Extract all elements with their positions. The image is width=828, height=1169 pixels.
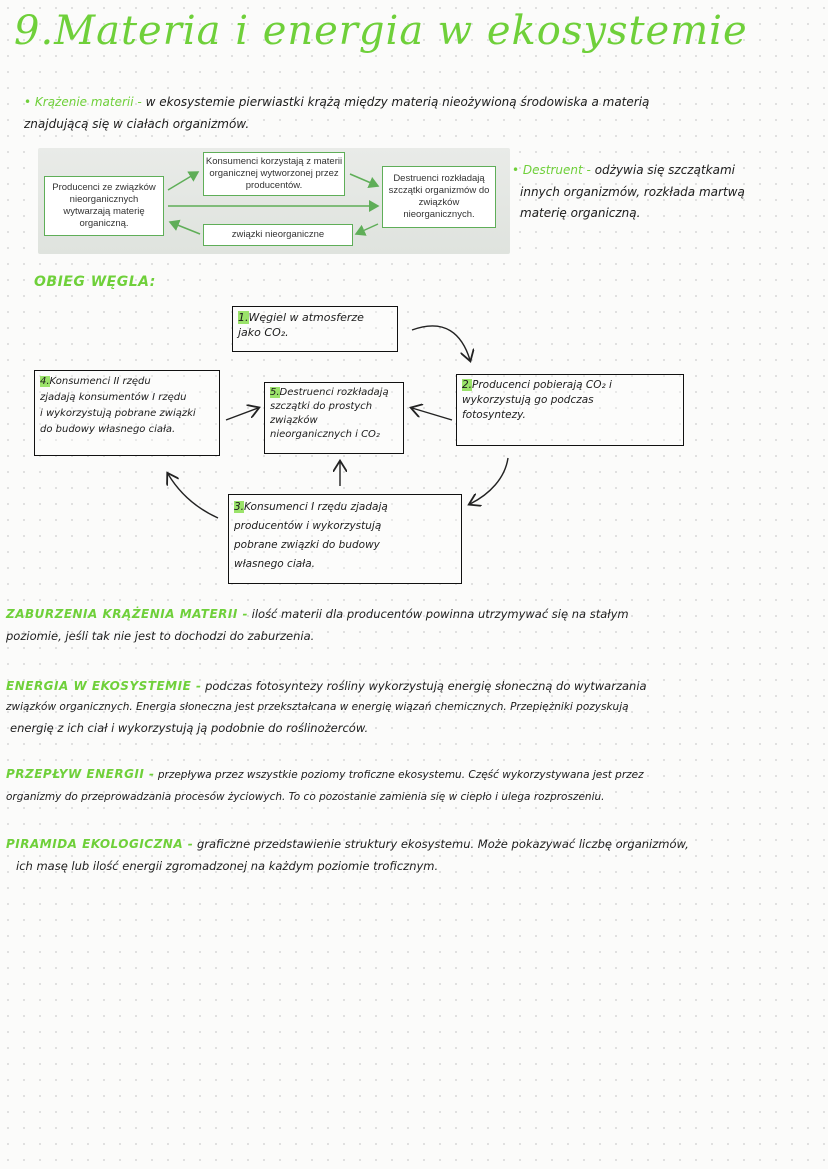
cycle-box-3-text-4: własnego ciała.: [234, 558, 315, 570]
cycle-box-4-text-1: Konsumenci II rzędu: [49, 376, 151, 387]
destruent-text-1: odżywia się szczątkami: [594, 163, 735, 177]
pyramid-heading: PIRAMIDA EKOLOGICZNA -: [6, 837, 194, 851]
disturbance-heading: ZABURZENIA KRĄŻENIA MATERII -: [6, 607, 248, 621]
cycle-box-5-text-2: szczątki do prostych: [270, 401, 373, 412]
cycle-box-2-text-2: wykorzystują go podczas: [462, 394, 594, 406]
diagram-producers: Producenci ze związków nieorganicznych wytwarzają materię organiczną.: [44, 176, 164, 236]
cycle-box-2-text-3: fotosyntezy.: [462, 409, 526, 421]
cycle-box-3-num: 3.: [234, 501, 245, 513]
energy-line-1: [6, 676, 647, 697]
circulation-line-2: znajdującą się w ciałach organizmów.: [24, 117, 250, 131]
energy-flow-heading: PRZEPŁYW ENERGII -: [6, 767, 155, 781]
diagram-inorganic: związki nieorganiczne: [203, 224, 353, 246]
energy-flow-line-1: [6, 764, 644, 786]
cycle-box-4-text-4: do budowy własnego ciała.: [40, 424, 176, 435]
destruent-line-2: innych organizmów, rozkłada martwą: [520, 185, 745, 199]
energy-heading: ENERGIA W EKOSYSTEMIE -: [6, 679, 202, 693]
diagram-decomposers: Destruenci rozkładają szczątki organizmów do związków nieorganicznych.: [382, 166, 496, 228]
energy-text-1: podczas fotosyntezy rośliny wykorzystują energię słoneczną do wytwarzania: [205, 679, 647, 693]
cycle-box-4-text-3: i wykorzystują pobrane związki: [40, 408, 196, 419]
cycle-box-1-num: 1.: [238, 311, 249, 324]
page-title: 9.Materia i energia w ekosystemie: [14, 8, 748, 54]
cycle-box-2-num: 2.: [462, 379, 473, 391]
disturbance-text-1: ilość materii dla producentów powinna utrzymywać się na stałym: [251, 607, 629, 621]
cycle-box-4-text-2: zjadają konsumentów I rzędu: [40, 392, 187, 403]
energy-line-3: energię z ich ciał i wykorzystują ją podobnie do roślinożerców.: [10, 721, 369, 735]
diagram-consumers: Konsumenci korzystają z materii organicznej wytworzonej przez producentów.: [203, 152, 345, 196]
energy-flow-text-1: przepływa przez wszystkie poziomy troficzne ekosystemu. Część wykorzystywana jest przez: [157, 769, 644, 781]
cycle-box-3-text-1: Konsumenci I rzędu zjadają: [244, 501, 388, 513]
cycle-box-3-text-3: pobrane związki do budowy: [234, 539, 380, 551]
energy-flow-line-2: organizmy do przeprowadzania procesów życiowych. To co pozostanie zamienia się w ciepło i ulega rozproszeniu.: [6, 791, 605, 803]
disturbance-line-2: poziomie, jeśli tak nie jest to dochodzi do zaburzenia.: [6, 629, 315, 643]
cycle-box-5-text-3: związków: [270, 415, 318, 426]
cycle-box-1-text-1: Węgiel w atmosferze: [248, 311, 364, 324]
energy-line-2: związków organicznych. Energia słoneczna jest przekształcana w energię wiązań chemicznych. Przepiężniki pozyskują: [6, 701, 629, 713]
pyramid-line-1: [6, 834, 689, 855]
cycle-box-3-text-2: producentów i wykorzystują: [234, 520, 382, 532]
pyramid-text-1: graficzne przedstawienie struktury ekosystemu. Może pokazywać liczbę organizmów,: [196, 837, 689, 851]
cycle-box-5-text-4: nieorganicznych i CO₂: [270, 429, 380, 440]
cycle-box-1-text-2: jako CO₂.: [238, 326, 289, 339]
carbon-cycle-heading: OBIEG WĘGLA:: [34, 274, 156, 290]
pyramid-line-2: ich masę lub ilość energii zgromadzonej na każdym poziomie troficznym.: [16, 859, 439, 873]
circulation-text-1: w ekosystemie pierwiastki krążą między materią nieożywioną środowiska a materią: [145, 95, 650, 109]
cycle-box-2-text-1: Producenci pobierają CO₂ i: [472, 379, 612, 391]
destruent-line-3: materię organiczną.: [520, 206, 641, 220]
cycle-box-5-text-1: Destruenci rozkładają: [279, 387, 389, 398]
disturbance-line-1: [6, 604, 629, 625]
destruent-label: • Destruent -: [512, 163, 591, 177]
cycle-box-4-num: 4.: [40, 376, 50, 387]
cycle-box-5-num: 5.: [270, 387, 280, 398]
circulation-label: • Krążenie materii -: [24, 95, 142, 109]
